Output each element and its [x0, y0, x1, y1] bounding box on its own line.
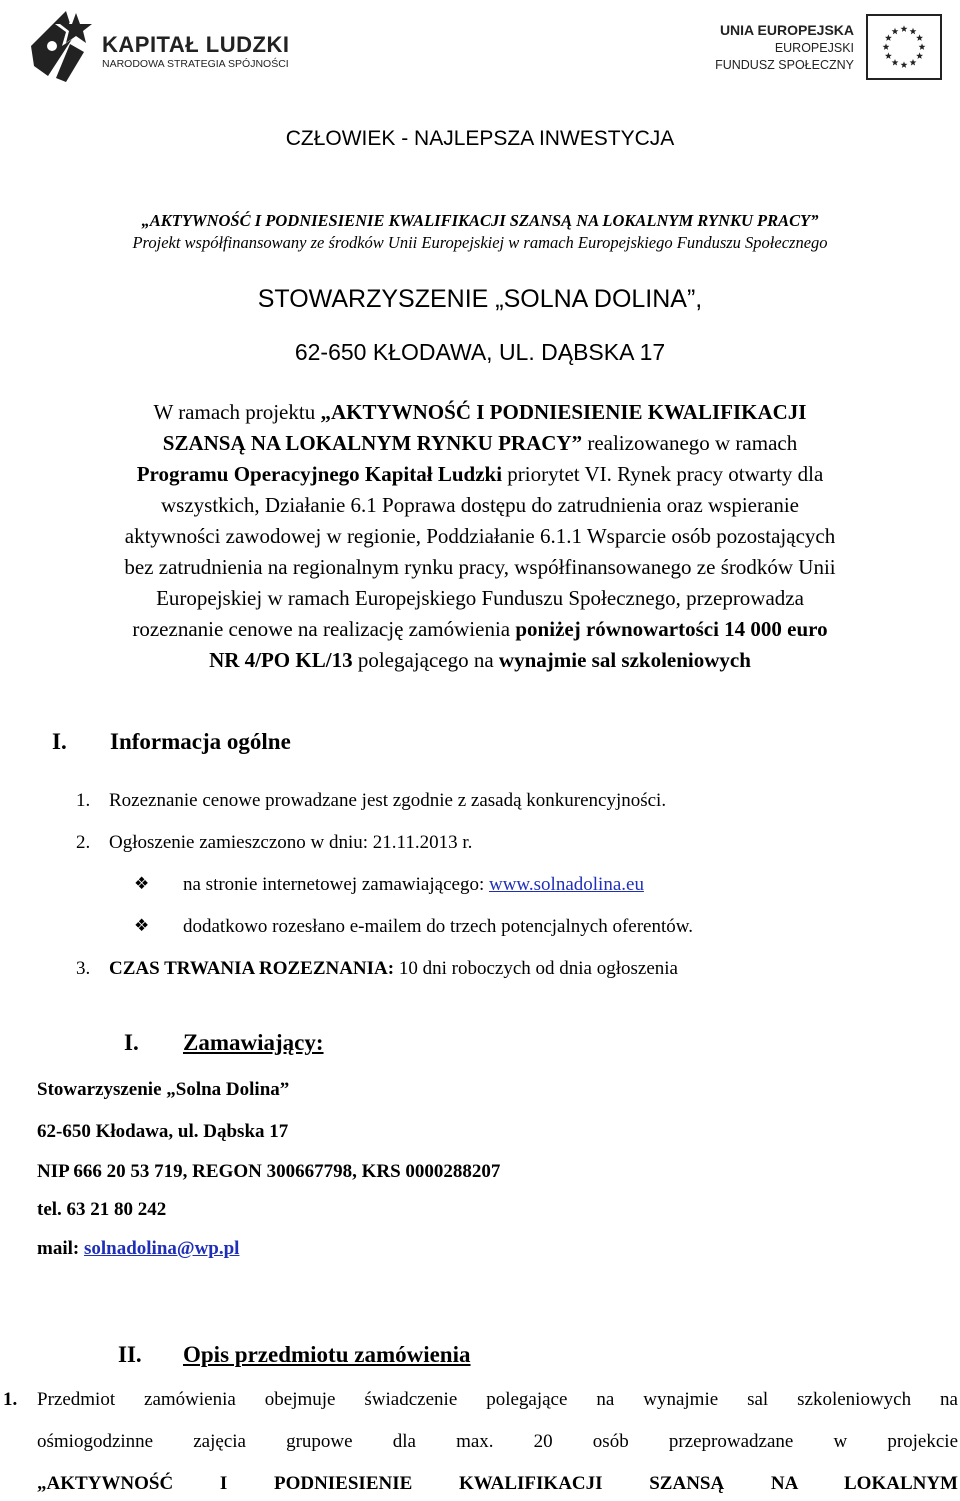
eu-star-icon	[885, 52, 892, 59]
diamond-outline-icon: ❖	[134, 916, 150, 935]
order-line-2: ośmiogodzinne zajęcia grupowe dla max. 20 osób przeprowadzane w projekcie	[37, 1431, 958, 1452]
general-item-2-number: 2.	[76, 832, 91, 853]
eu-star-icon	[892, 59, 899, 66]
eu-logo-line2: EUROPEJSKI	[774, 41, 854, 55]
kapital-ludzki-subtitle: NARODOWA STRATEGIA SPÓJNOŚCI	[102, 58, 289, 70]
eu-logo-line3: FUNDUSZ SPOŁECZNY	[715, 58, 854, 72]
buyer-address: 62-650 Kłodawa, ul. Dąbska 17	[37, 1121, 289, 1142]
intro-line-4: wszystkich, Działanie 6.1 Poprawa dostępu do zatrudnienia oraz wspieranie	[161, 493, 799, 517]
intro-line-3: Programu Operacyjnego Kapitał Ludzki priorytet VI. Rynek pracy otwarty dla	[136, 462, 824, 486]
section-order-numeral: II.	[118, 1342, 142, 1367]
eu-logo-line1: UNIA EUROPEJSKA	[719, 22, 854, 38]
intro-line-6: bez zatrudnienia na regionalnym rynku pracy, współfinansowanego ze środków Unii	[124, 555, 836, 579]
email-link[interactable]: solnadolina@wp.pl	[83, 1238, 240, 1259]
eu-star-icon	[910, 28, 917, 35]
project-title: „AKTYWNOŚĆ I PODNIESIENIE KWALIFIKACJI SZANSĄ NA LOKALNYM RYNKU PRACY”	[141, 211, 819, 230]
eu-star-icon	[901, 61, 908, 68]
eu-star-icon	[910, 59, 917, 66]
buyer-ids: NIP 666 20 53 719, REGON 300667798, KRS 0000288207	[37, 1161, 501, 1182]
buyer-mail: mail: solnadolina@wp.pl	[37, 1238, 240, 1259]
intro-line-2: SZANSĄ NA LOKALNYM RYNKU PRACY” realizowanego w ramach	[162, 431, 798, 455]
eu-star-icon	[916, 52, 923, 59]
section-buyer-heading: Zamawiający:	[183, 1030, 324, 1055]
intro-line-7: Europejskiej w ramach Europejskiego Funduszu Społecznego, przeprowadza	[156, 586, 804, 610]
website-link[interactable]: www.solnadolina.eu	[488, 874, 644, 895]
eu-logo	[690, 14, 942, 80]
org-address: 62-650 KŁODAWA, UL. DĄBSKA 17	[294, 339, 666, 365]
general-item-1: Rozeznanie cenowe prowadzane jest zgodnie z zasadą konkurencyjności.	[109, 790, 667, 811]
intro-line-1: W ramach projektu „AKTYWNOŚĆ I PODNIESIENIE KWALIFIKACJI	[153, 400, 807, 424]
eu-star-icon	[885, 34, 892, 41]
org-name: STOWARZYSZENIE „SOLNA DOLINA”,	[257, 285, 703, 313]
eu-star-icon	[892, 28, 899, 35]
eu-flag-icon	[866, 14, 942, 80]
general-item-2: Ogłoszenie zamieszczono w dniu: 21.11.2013 r.	[109, 832, 473, 853]
diamond-outline-icon: ❖	[134, 874, 150, 893]
general-bullet-2: dodatkowo rozesłano e-mailem do trzech potencjalnych oferentów.	[183, 916, 693, 937]
eu-star-icon	[901, 25, 908, 32]
intro-line-5: aktywności zawodowej w regionie, Poddziałanie 6.1.1 Wsparcie osób pozostających	[124, 524, 836, 548]
order-line-3: „AKTYWNOŚĆ I PODNIESIENIE KWALIFIKACJI SZANSĄ NA LOKALNYM	[37, 1473, 958, 1494]
order-item-1-number: 1.	[3, 1389, 18, 1410]
general-item-3-number: 3.	[76, 958, 91, 979]
buyer-phone: tel. 63 21 80 242	[37, 1199, 167, 1220]
general-item-3: CZAS TRWANIA ROZEZNANIA: 10 dni roboczych od dnia ogłoszenia	[109, 958, 678, 979]
kapital-ludzki-emblem-icon	[26, 6, 106, 82]
cofinancing-note: Projekt współfinansowany ze środków Unii Europejskiej w ramach Europejskiego Funduszu Społecznego	[132, 233, 828, 252]
eu-star-icon	[919, 43, 926, 50]
section-order-heading: Opis przedmiotu zamówienia	[183, 1342, 471, 1367]
intro-line-8: rozeznanie cenowe na realizację zamówienia poniżej równowartości 14 000 euro	[132, 617, 828, 641]
order-line-1: Przedmiot zamówienia obejmuje świadczenie polegające na wynajmie sal szkoleniowych na	[37, 1389, 958, 1410]
kapital-ludzki-logo	[26, 6, 306, 82]
section-general-numeral: I.	[52, 729, 67, 754]
general-bullet-1: na stronie internetowej zamawiającego: www.solnadolina.eu	[183, 874, 644, 895]
intro-paragraph	[30, 397, 930, 676]
eu-star-icon	[916, 34, 923, 41]
kapital-ludzki-title: KAPITAŁ LUDZKI	[102, 32, 290, 57]
general-item-1-number: 1.	[76, 790, 91, 811]
slogan: CZŁOWIEK - NAJLEPSZA INWESTYCJA	[285, 127, 675, 150]
intro-line-9: NR 4/PO KL/13 polegającego na wynajmie sal szkoleniowych	[209, 648, 751, 672]
section-buyer-numeral: I.	[124, 1030, 139, 1055]
section-general-heading: Informacja ogólne	[110, 729, 291, 754]
buyer-name: Stowarzyszenie „Solna Dolina”	[37, 1079, 290, 1100]
eu-star-icon	[883, 43, 890, 50]
